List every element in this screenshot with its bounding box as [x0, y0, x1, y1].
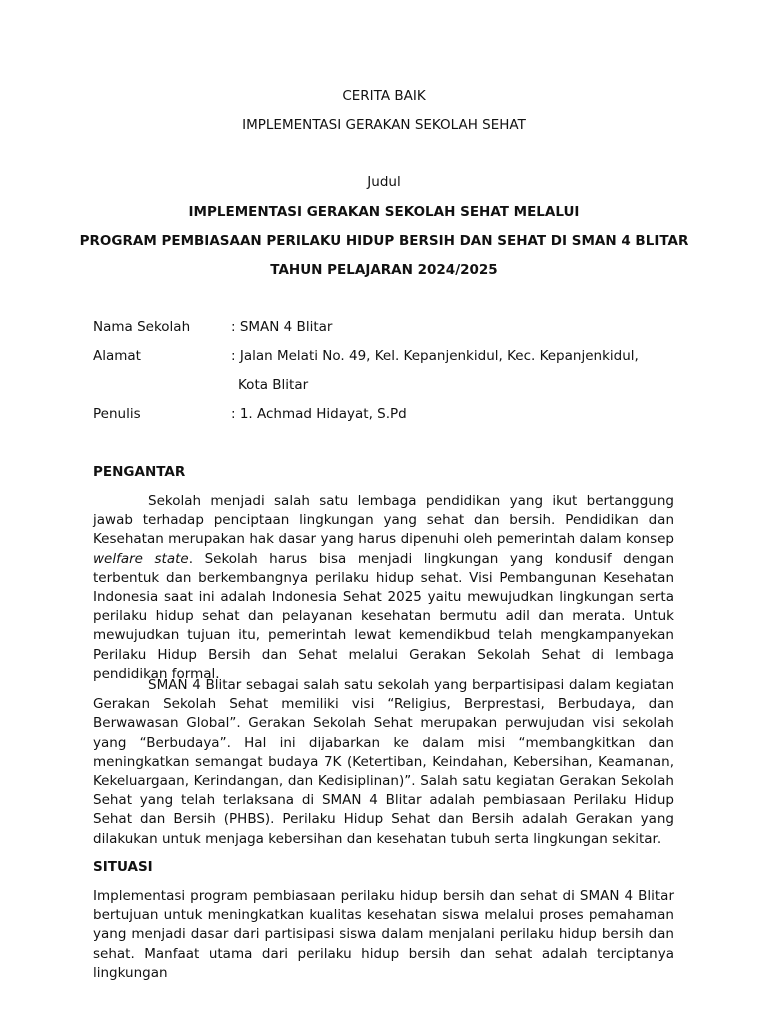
author-label: Penulis	[93, 406, 141, 422]
doc-type-line: CERITA BAIK	[342, 88, 426, 104]
situasi-paragraph-1: Implementasi program pembiasaan perilaku hidup bersih dan sehat di SMAN 4 Blitar bertujuan untuk meningkatkan kualitas kesehatan siswa melalui proses pemahaman yang menjadi dasar dari partisipasi siswa dalam menjalani perilaku hidup bersih dan sehat. Manfaat utama dari perilaku hidup bersih dan sehat adalah terciptanya lingkungan	[93, 888, 674, 981]
pengantar-paragraph-2: SMAN 4 Blitar sebagai salah satu sekolah yang berpartisipasi dalam kegiatan Gerakan Sekolah Sehat memiliki visi “Religius, Berprestasi, Berbudaya, dan Berwawasan Global”. Gerakan Sekolah Sehat merupakan perwujudan visi sekolah yang “Berbudaya”. Hal ini dijabarkan ke dalam misi “membangkitkan dan meningkatkan semangat budaya 7K (Ketertiban, Keindahan, Kebersihan, Keamanan, Kekeluargaan, Kerindangan, dan Kedisiplinan)”. Salah satu kegiatan Gerakan Sekolah Sehat yang telah terlaksana di SMAN 4 Blitar adalah pembiasaan Perilaku Hidup Sehat dan Bersih (PHBS). Perilaku Hidup Sehat dan Bersih adalah Gerakan yang dilakukan untuk menjaga kebersihan dan kesehatan tubuh serta lingkungan sekitar.	[93, 677, 674, 847]
school-label: Nama Sekolah	[93, 319, 191, 335]
pengantar-paragraph-1	[93, 492, 674, 684]
pengantar-p1-text-a: Sekolah menjadi salah satu lembaga pendidikan yang ikut bertanggung jawab terhadap penciptaan lingkungan yang sehat dan bersih. Pendidikan dan Kesehatan merupakan hak dasar yang harus dipenuhi oleh pemerintah dalam konsep	[93, 493, 674, 548]
doc-subtitle-line: IMPLEMENTASI GERAKAN SEKOLAH SEHAT	[242, 117, 526, 133]
pengantar-p1-italic: welfare state	[93, 550, 189, 567]
author-value: : 1. Achmad Hidayat, S.Pd	[231, 406, 407, 422]
title-line-3: TAHUN PELAJARAN 2024/2025	[270, 262, 498, 278]
situasi-heading: SITUASI	[93, 859, 153, 875]
pengantar-heading: PENGANTAR	[93, 464, 186, 480]
pengantar-p1-text-b: . Sekolah harus bisa menjadi lingkungan yang kondusif dengan terbentuk dan berkembangnya perilaku hidup sehat. Visi Pembangunan Kesehatan Indonesia saat ini adalah Indonesia Sehat 2025 yaitu mewujudkan lingkungan serta perilaku hidup sehat dan pelayanan kesehatan bermutu adil dan merata. Untuk mewujudkan tujuan itu, pemerintah lewat kemendikbud telah mengkampanyekan Perilaku Hidup Bersih dan Sehat melalui Gerakan Sekolah Sehat di lembaga pendidikan formal.	[93, 550, 674, 682]
address-label: Alamat	[93, 348, 141, 364]
title-line-1: IMPLEMENTASI GERAKAN SEKOLAH SEHAT MELALUI	[188, 204, 580, 220]
school-value: : SMAN 4 Blitar	[231, 319, 333, 335]
address-value-line-2: Kota Blitar	[238, 377, 309, 393]
address-value-line-1: : Jalan Melati No. 49, Kel. Kepanjenkidul, Kec. Kepanjenkidul,	[231, 348, 639, 364]
title-line-2: PROGRAM PEMBIASAAN PERILAKU HIDUP BERSIH DAN SEHAT DI SMAN 4 BLITAR	[79, 233, 689, 249]
judul-label: Judul	[367, 174, 401, 190]
